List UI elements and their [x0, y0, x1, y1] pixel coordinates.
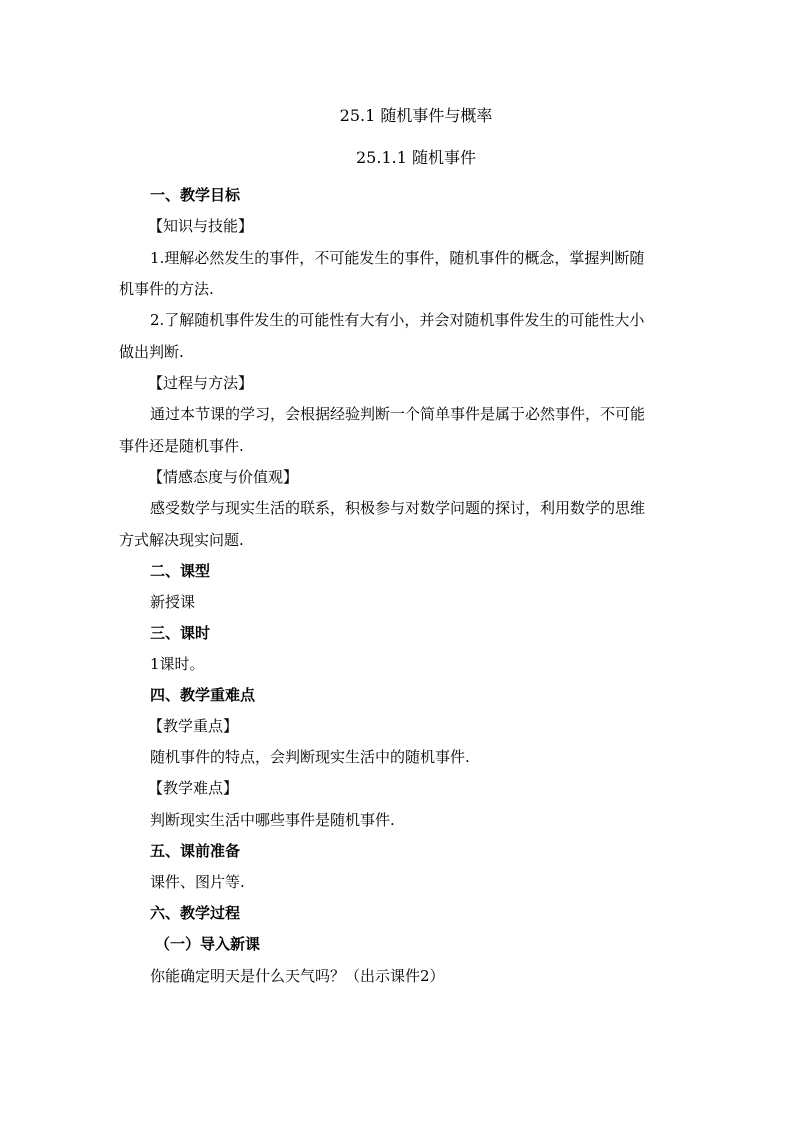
paragraph-line: 你能确定明天是什么天气吗？（出示课件2） — [150, 967, 445, 985]
paragraph-line: 2.了解随机事件发生的可能性有大有小，并会对随机事件发生的可能性大小 — [150, 311, 645, 329]
label-emotion-values: 【情感态度与价值观】 — [148, 468, 299, 486]
paragraph-line: 事件还是随机事件. — [119, 437, 244, 455]
document-title: 25.1 随机事件与概率 — [339, 106, 493, 125]
section-heading-key-difficult: 四、教学重难点 — [150, 686, 256, 704]
label-process-method: 【过程与方法】 — [148, 374, 254, 392]
paragraph-line: 做出判断. — [119, 343, 184, 361]
label-knowledge-skills: 【知识与技能】 — [148, 217, 254, 235]
paragraph-line: 课件、图片等. — [150, 873, 245, 891]
label-key-points: 【教学重点】 — [148, 717, 239, 735]
section-heading-class-hours: 三、课时 — [150, 624, 211, 642]
paragraph-line: 1课时。 — [150, 655, 205, 673]
section-heading-course-type: 二、课型 — [150, 562, 211, 580]
paragraph-line: 判断现实生活中哪些事件是随机事件. — [150, 811, 395, 829]
paragraph-line: 通过本节课的学习，会根据经验判断一个简单事件是属于必然事件，不可能 — [150, 405, 646, 423]
document-subtitle: 25.1.1 随机事件 — [356, 148, 476, 167]
section-heading-process: 六、教学过程 — [150, 904, 241, 922]
label-difficult-points: 【教学难点】 — [148, 779, 239, 797]
subsection-heading-intro: （一）导入新课 — [155, 935, 261, 953]
paragraph-line: 方式解决现实问题. — [119, 531, 244, 549]
paragraph-line: 机事件的方法. — [119, 280, 214, 298]
paragraph-line: 新授课 — [150, 593, 196, 611]
paragraph-line: 1.理解必然发生的事件，不可能发生的事件，随机事件的概念，掌握判断随 — [150, 249, 645, 267]
paragraph-line: 随机事件的特点，会判断现实生活中的随机事件. — [150, 748, 470, 766]
paragraph-line: 感受数学与现实生活的联系，积极参与对数学问题的探讨，利用数学的思维 — [150, 499, 646, 517]
section-heading-preparation: 五、课前准备 — [150, 842, 241, 860]
section-heading-objectives: 一、教学目标 — [150, 186, 241, 204]
